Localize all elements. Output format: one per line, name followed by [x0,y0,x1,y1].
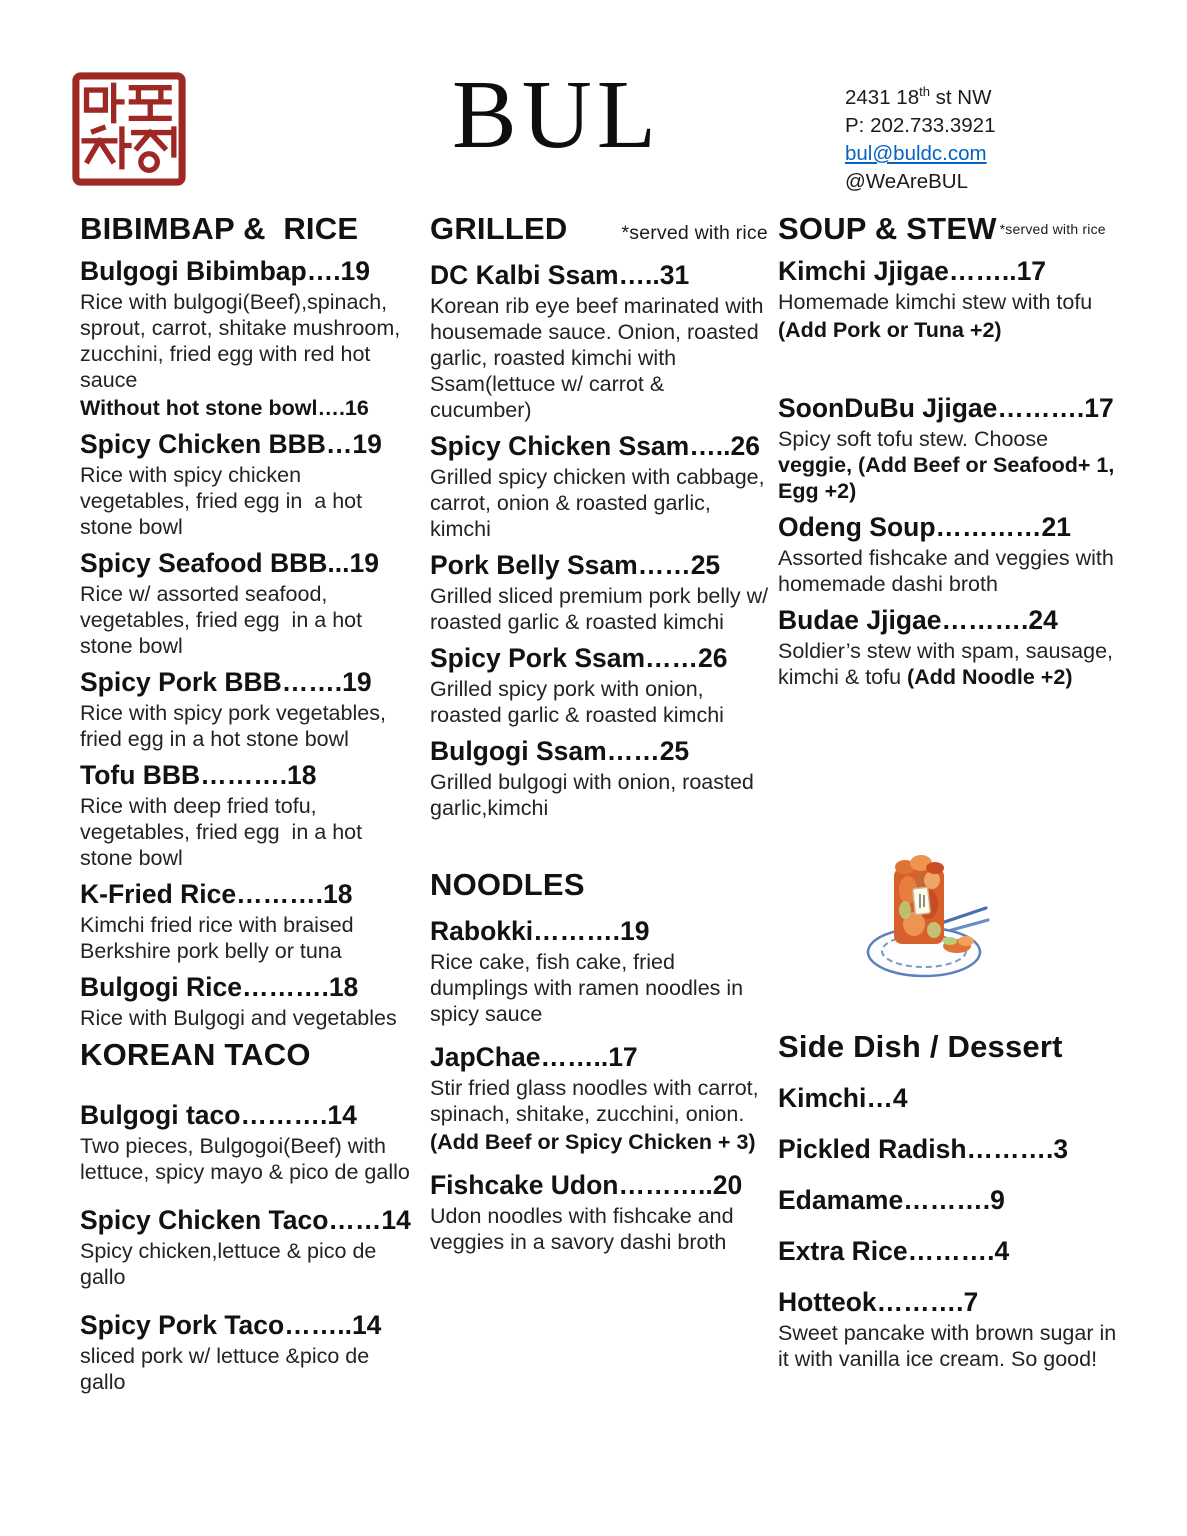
menu-item-desc [430,464,770,542]
menu-item [778,1287,1128,1372]
menu-item-desc [80,700,414,752]
menu-item-name: DC Kalbi Ssam…..31 [430,260,690,290]
menu-item [778,1083,1128,1114]
menu-item-desc [430,583,775,635]
menu-item-desc [778,638,1128,690]
restaurant-seal-logo [70,70,188,188]
menu-item [778,393,1128,504]
section-title-text: BIBIMBAP & RICE [80,211,359,246]
menu-item-name: Bulgogi Bibimbap….19 [80,256,371,286]
menu-item [430,1042,770,1155]
menu-item-name: Spicy Pork BBB…….19 [80,667,372,697]
menu-item-desc [80,462,414,540]
menu-item-name: Extra Rice……….4 [778,1236,1010,1266]
menu-item [430,916,770,1027]
menu-item-desc-text: Two pieces, Bulgogoi(Beef) with lettuce, spicy mayo & pico de gallo [80,1134,410,1184]
menu-item-desc-text: Grilled sliced premium pork belly w/ roasted garlic & roasted kimchi [430,584,775,634]
menu-item [80,256,414,421]
menu-item-name: Kimchi Jjigae……..17 [778,256,1047,286]
menu-item [778,1185,1128,1216]
menu-item-desc-text: Rice with spicy chicken vegetables, fried egg in a hot stone bowl [80,463,369,539]
menu-item-desc-text: Rice with bulgogi(Beef),spinach, sprout, carrot, shitake mushroom, zucchini, fried egg with red hot sauce [80,290,407,392]
menu-item-name: Hotteok……….7 [778,1287,979,1317]
kimchi-jar-illustration [858,842,1003,987]
menu-item [80,879,414,964]
menu-item-desc [80,793,414,871]
menu-item [778,1134,1128,1165]
menu-item-name: Odeng Soup…………21 [778,512,1071,542]
menu-item-name: Spicy Chicken Ssam…..26 [430,431,760,461]
social-handle: @WeAreBUL [845,170,968,193]
menu-item [430,736,770,821]
menu-item [778,605,1128,690]
menu-item-note-bold: Without hot stone bowl….16 [80,396,369,420]
section-title [430,210,770,252]
menu-item-desc [80,912,414,964]
menu-item [430,643,770,728]
menu-item-desc [80,1238,414,1290]
menu-item [80,760,414,871]
menu-item-desc-text: Homemade kimchi stew with tofu [778,290,1093,314]
menu-item [430,431,770,542]
section-title [80,1036,414,1074]
menu-item-desc [430,1203,770,1255]
menu-item-desc [430,293,770,423]
menu-item-desc-bold: (Add Noodle +2) [907,665,1073,689]
menu-item [430,550,775,635]
section-title [430,866,770,904]
section-title-text: KOREAN TACO [80,1037,311,1072]
section-title-text: SOUP & STEW [778,211,997,246]
section-title [778,1028,1128,1066]
menu-item-name: Bulgogi taco……….14 [80,1100,357,1130]
menu-item-desc [80,289,414,393]
page-title: BUL [452,61,661,168]
menu-item-desc-text: Rice cake, fish cake, fried dumplings with ramen noodles in spicy sauce [430,950,750,1026]
address-line: 2431 18th st NW [845,84,992,109]
menu-item-desc-text: Stir fried glass noodles with carrot, spinach, shitake, zucchini, onion. [430,1076,765,1126]
menu-item-desc-text: Udon noodles with fishcake and veggies in a savory dashi broth [430,1204,740,1254]
menu-item-name: K-Fried Rice……….18 [80,879,353,909]
section-bibimbap-rice [80,210,414,1031]
section-note: *served with rice [621,222,768,244]
menu-item-desc-bold: veggie, (Add Beef or Seafood+ 1, Egg +2) [778,453,1127,503]
menu-item-name: Fishcake Udon………..20 [430,1170,743,1200]
section-soup-stew [778,210,1128,690]
email-link[interactable]: bul@buldc.com [845,142,987,165]
section-side-dessert [778,1028,1128,1372]
menu-item [430,260,770,423]
menu-item-desc [778,426,1128,504]
menu-item-name: Rabokki……….19 [430,916,650,946]
menu-item [80,429,414,540]
menu-item-name: Tofu BBB……….18 [80,760,317,790]
menu-item [778,256,1128,343]
menu-item-desc [430,949,770,1027]
menu-item-note-bold: (Add Pork or Tuna +2) [778,318,1002,342]
menu-item-name: Edamame……….9 [778,1185,1005,1215]
menu-item-desc-text: Grilled spicy pork with onion, roasted garlic & roasted kimchi [430,677,724,727]
menu-item-name: Bulgogi Ssam……25 [430,736,690,766]
menu-item-desc-text: Soldier’s stew with spam, sausage, kimchi & tofu [778,639,1119,689]
menu-item-name: Pickled Radish……….3 [778,1134,1069,1164]
menu-item-name: JapChae……..17 [430,1042,638,1072]
menu-item-name: Bulgogi Rice……….18 [80,972,359,1002]
section-title-text: GRILLED [430,211,568,246]
menu-item-desc-text: Grilled spicy chicken with cabbage, carrot, onion & roasted garlic, kimchi [430,465,771,541]
menu-item-name: Budae Jjigae……….24 [778,605,1058,635]
menu-item-desc-text: Rice with Bulgogi and vegetables [80,1006,397,1030]
menu-item-desc [778,545,1128,597]
menu-item [80,667,414,752]
menu-item-name: Spicy Pork Ssam……26 [430,643,728,673]
menu-item-name: SoonDuBu Jjigae……….17 [778,393,1114,423]
menu-item-name: Spicy Chicken Taco……14 [80,1205,411,1235]
menu-item [778,512,1128,597]
kimchi-jar-icon [858,842,1003,987]
section-grilled [430,210,775,821]
menu-item-desc-text: sliced pork w/ lettuce &pico de gallo [80,1344,376,1394]
address-superscript: th [919,84,930,100]
menu-item-desc-text: Rice w/ assorted seafood, vegetables, fried egg in a hot stone bowl [80,582,369,658]
menu-item-desc [778,289,1128,315]
menu-item-desc-text: Rice with deep fried tofu, vegetables, fried egg in a hot stone bowl [80,794,369,870]
menu-item-desc [80,1343,414,1395]
section-title-text: NOODLES [430,867,585,902]
menu-item [80,1310,414,1395]
menu-item [80,972,414,1031]
menu-item-desc-text: Grilled bulgogi with onion, roasted garlic,kimchi [430,770,760,820]
section-noodles [430,866,770,1255]
menu-item [80,1100,414,1185]
menu-item-note-bold: (Add Beef or Spicy Chicken + 3) [430,1130,756,1154]
section-note: *served with rice [999,221,1106,237]
email-line [845,140,995,168]
menu-item [80,1205,414,1290]
contact-block [845,84,995,196]
phone-line: P: 202.733.3921 [845,114,996,137]
menu-item-desc [430,676,770,728]
menu-item-name: Spicy Seafood BBB...19 [80,548,379,578]
menu-item [778,1236,1128,1267]
section-title [778,210,1128,248]
menu-item-desc [80,581,414,659]
menu-item-desc-text: Kimchi fried rice with braised Berkshire pork belly or tuna [80,913,360,963]
menu-item-name: Pork Belly Ssam……25 [430,550,721,580]
menu-item-desc-text: Assorted fishcake and veggies with homemade dashi broth [778,546,1120,596]
menu-item-desc-text: Spicy chicken,lettuce & pico de gallo [80,1239,383,1289]
menu-item-name: Spicy Chicken BBB…19 [80,429,382,459]
section-korean-taco [80,1036,414,1395]
section-title-text: Side Dish / Dessert [778,1029,1063,1064]
menu-item-desc [80,1005,414,1031]
menu-item-desc [430,769,770,821]
menu-item [430,1170,770,1255]
menu-item-desc-text: Spicy soft tofu stew. Choose [778,427,1055,451]
menu-item-desc-text: Sweet pancake with brown sugar in it with vanilla ice cream. So good! [778,1321,1123,1371]
menu-item-name: Kimchi…4 [778,1083,908,1113]
menu-item-desc [80,1133,414,1185]
section-title [80,210,414,248]
menu-item-desc-text: Korean rib eye beef marinated with housemade sauce. Onion, roasted garlic, roasted kimchi with Ssam(lettuce w/ carrot & cucumber) [430,294,770,422]
seal-stamp-icon [70,70,188,188]
menu-item [80,548,414,659]
menu-item-desc-text: Rice with spicy pork vegetables, fried egg in a hot stone bowl [80,701,392,751]
menu-item-desc [778,1320,1128,1372]
menu-item-desc [430,1075,770,1127]
menu-item-name: Spicy Pork Taco……..14 [80,1310,382,1340]
